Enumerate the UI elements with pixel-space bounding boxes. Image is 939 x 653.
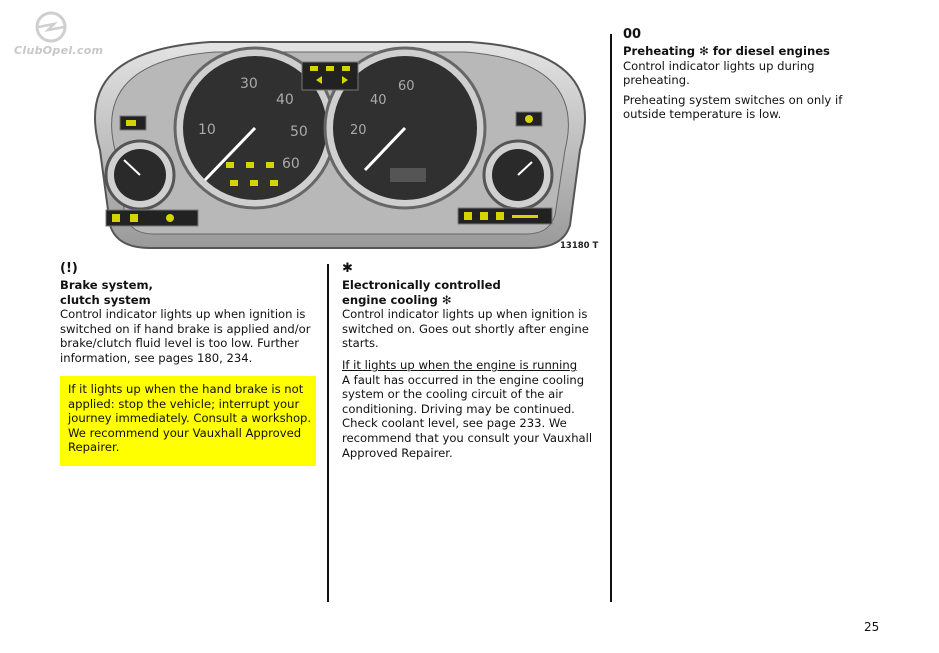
speed-tick-40: 40: [276, 92, 294, 108]
brake-warning-icon: (!): [60, 261, 78, 276]
rpm-tick-40: 40: [370, 93, 387, 108]
preheating-body2: Preheating system switches on only if outside temperature is low.: [623, 92, 843, 122]
cooling-body2: A fault has occurred in the engine cooling system or the cooling circuit of the air conditioning. Driving may be continued. Check coolant level, see page 233. We recommend that you consult your Vauxhall Approved Repairer.: [342, 372, 593, 460]
brake-body: Control indicator lights up when ignition is switched on if hand brake is applied and/or brake/clutch fluid level is too low. Further information, see pages 180, 234.: [60, 307, 311, 365]
cooling-subheading: If it lights up when the engine is running: [342, 357, 578, 372]
speed-tick-10: 10: [198, 122, 216, 138]
speed-tick-50: 50: [290, 124, 308, 140]
figure-number: 13180 T: [560, 241, 599, 251]
cooling-heading-line1: Electronically controlled: [342, 278, 501, 292]
preheating-coil-icon: 00: [623, 27, 642, 42]
brake-system-section: [60, 262, 318, 366]
speed-tick-60: 60: [282, 156, 300, 172]
engine-cooling-section: [342, 262, 598, 460]
cooling-body: Control indicator lights up when ignition is switched on. Goes out shortly after engine starts.: [342, 307, 589, 351]
opel-logo-icon: [34, 10, 68, 44]
page-number: 25: [864, 620, 880, 634]
instrument-cluster-illustration: [80, 20, 600, 260]
cooling-heading-line2: engine cooling ✻: [342, 292, 452, 307]
preheating-section: [623, 28, 863, 122]
rpm-tick-60: 60: [398, 79, 415, 94]
rpm-tick-20: 20: [350, 123, 367, 138]
brake-warning-text: If it lights up when the hand brake is not applied: stop the vehicle; interrupt your journey immediately. Consult a workshop. We recommend your Vauxhall Approved Repairer.: [68, 382, 312, 455]
column-divider: [610, 34, 612, 602]
engine-cooling-icon: ✱: [342, 261, 353, 276]
preheating-body: Control indicator lights up during preheating.: [623, 58, 815, 88]
speed-tick-30: 30: [240, 76, 258, 92]
watermark-brand: ClubOpel.com: [14, 44, 104, 57]
brake-heading-line1: Brake system,: [60, 278, 153, 292]
preheating-heading: Preheating ✻ for diesel engines: [623, 44, 830, 58]
column-divider: [327, 264, 329, 602]
brake-heading-line2: clutch system: [60, 292, 151, 307]
